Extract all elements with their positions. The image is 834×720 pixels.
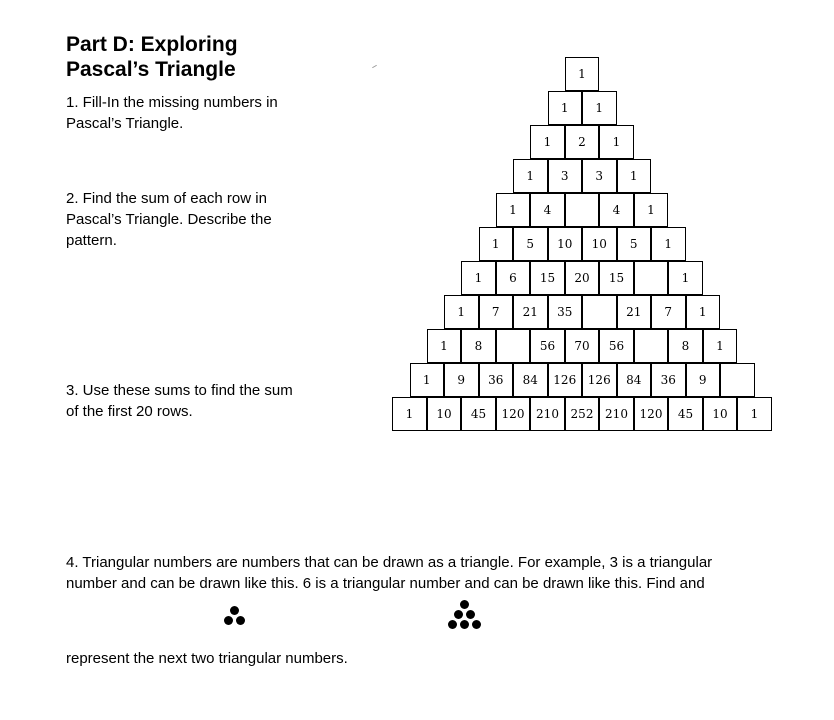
triangular-dot (460, 620, 469, 629)
question-3: 3. Use these sums to find the sum of the first 20 rows. (66, 382, 293, 420)
question-2: 2. Find the sum of each row in Pascal’s Triangle. Describe the pattern. (66, 190, 272, 249)
title-line-1: Part D: Exploring (66, 33, 238, 56)
pascal-cell: 7 (651, 295, 686, 329)
pascal-cell: 1 (548, 91, 583, 125)
pascal-cell: 10 (427, 397, 462, 431)
pascal-cell: 210 (599, 397, 634, 431)
pascal-cell: 1 (651, 227, 686, 261)
triangular-dot (236, 616, 245, 625)
triangular-dot (454, 610, 463, 619)
pascal-cell: 1 (634, 193, 669, 227)
pascal-cell: 45 (668, 397, 703, 431)
pascal-cell: 9 (444, 363, 479, 397)
pascal-cell: 36 (651, 363, 686, 397)
stray-mark (372, 65, 377, 68)
pascal-cell: 1 (530, 125, 565, 159)
pascal-cell: 252 (565, 397, 600, 431)
pascal-cell: 56 (599, 329, 634, 363)
question-4: 4. Triangular numbers are numbers that can be drawn as a triangle. For example, 3 is a triangular number and can be drawn like this. 6 is a triangular number and can be drawn like this. Find and (66, 554, 713, 592)
pascal-cell-blank[interactable] (565, 193, 600, 227)
pascal-cell-blank[interactable] (720, 363, 755, 397)
pascal-cell: 21 (513, 295, 548, 329)
pascal-cell: 10 (548, 227, 583, 261)
pascal-cell: 35 (548, 295, 583, 329)
pascal-cell: 1 (479, 227, 514, 261)
pascal-cell: 5 (617, 227, 652, 261)
pascal-cell: 210 (530, 397, 565, 431)
pascal-cell: 1 (496, 193, 531, 227)
pascal-cell: 45 (461, 397, 496, 431)
pascal-cell: 21 (617, 295, 652, 329)
pascal-cell: 126 (548, 363, 583, 397)
question-4-continuation: represent the next two triangular numbers. (66, 650, 348, 667)
pascal-cell: 1 (668, 261, 703, 295)
pascal-cell: 120 (634, 397, 669, 431)
pascal-cell: 10 (703, 397, 738, 431)
pascal-cell: 36 (479, 363, 514, 397)
pascal-cell: 6 (496, 261, 531, 295)
pascal-cell: 120 (496, 397, 531, 431)
pascal-cell-blank[interactable] (634, 261, 669, 295)
pascal-cell: 15 (530, 261, 565, 295)
pascal-cell: 1 (686, 295, 721, 329)
pascal-cell: 1 (617, 159, 652, 193)
pascal-cell: 1 (703, 329, 738, 363)
pascal-cell: 8 (668, 329, 703, 363)
pascal-cell-blank[interactable] (496, 329, 531, 363)
title-line-2: Pascal’s Triangle (66, 58, 236, 81)
pascal-cell: 70 (565, 329, 600, 363)
question-1: 1. Fill-In the missing numbers in Pascal’s Triangle. (66, 94, 278, 132)
pascal-cell: 126 (582, 363, 617, 397)
page-title (66, 32, 238, 82)
pascal-cell: 8 (461, 329, 496, 363)
pascal-cell: 2 (565, 125, 600, 159)
pascal-cell: 1 (410, 363, 445, 397)
triangular-dot (230, 606, 239, 615)
triangular-dot (466, 610, 475, 619)
pascal-cell: 3 (582, 159, 617, 193)
triangular-dot (472, 620, 481, 629)
pascal-cell: 3 (548, 159, 583, 193)
pascal-cell: 5 (513, 227, 548, 261)
pascal-cell: 84 (617, 363, 652, 397)
pascal-cell-blank[interactable] (582, 295, 617, 329)
pascal-cell-blank[interactable] (634, 329, 669, 363)
pascal-cell: 20 (565, 261, 600, 295)
pascal-cell: 1 (599, 125, 634, 159)
pascal-cell: 7 (479, 295, 514, 329)
pascal-cell: 1 (582, 91, 617, 125)
pascal-cell: 10 (582, 227, 617, 261)
pascal-cell: 15 (599, 261, 634, 295)
pascal-cell: 1 (461, 261, 496, 295)
pascal-cell: 1 (513, 159, 548, 193)
pascal-cell: 56 (530, 329, 565, 363)
pascal-cell: 4 (599, 193, 634, 227)
pascal-cell: 1 (565, 57, 600, 91)
pascal-cell: 1 (427, 329, 462, 363)
triangular-dot (448, 620, 457, 629)
triangular-dot (224, 616, 233, 625)
pascal-cell: 9 (686, 363, 721, 397)
pascal-cell: 1 (392, 397, 427, 431)
triangular-dot (460, 600, 469, 609)
pascal-cell: 1 (737, 397, 772, 431)
pascal-cell: 84 (513, 363, 548, 397)
pascal-cell: 4 (530, 193, 565, 227)
pascal-cell: 1 (444, 295, 479, 329)
